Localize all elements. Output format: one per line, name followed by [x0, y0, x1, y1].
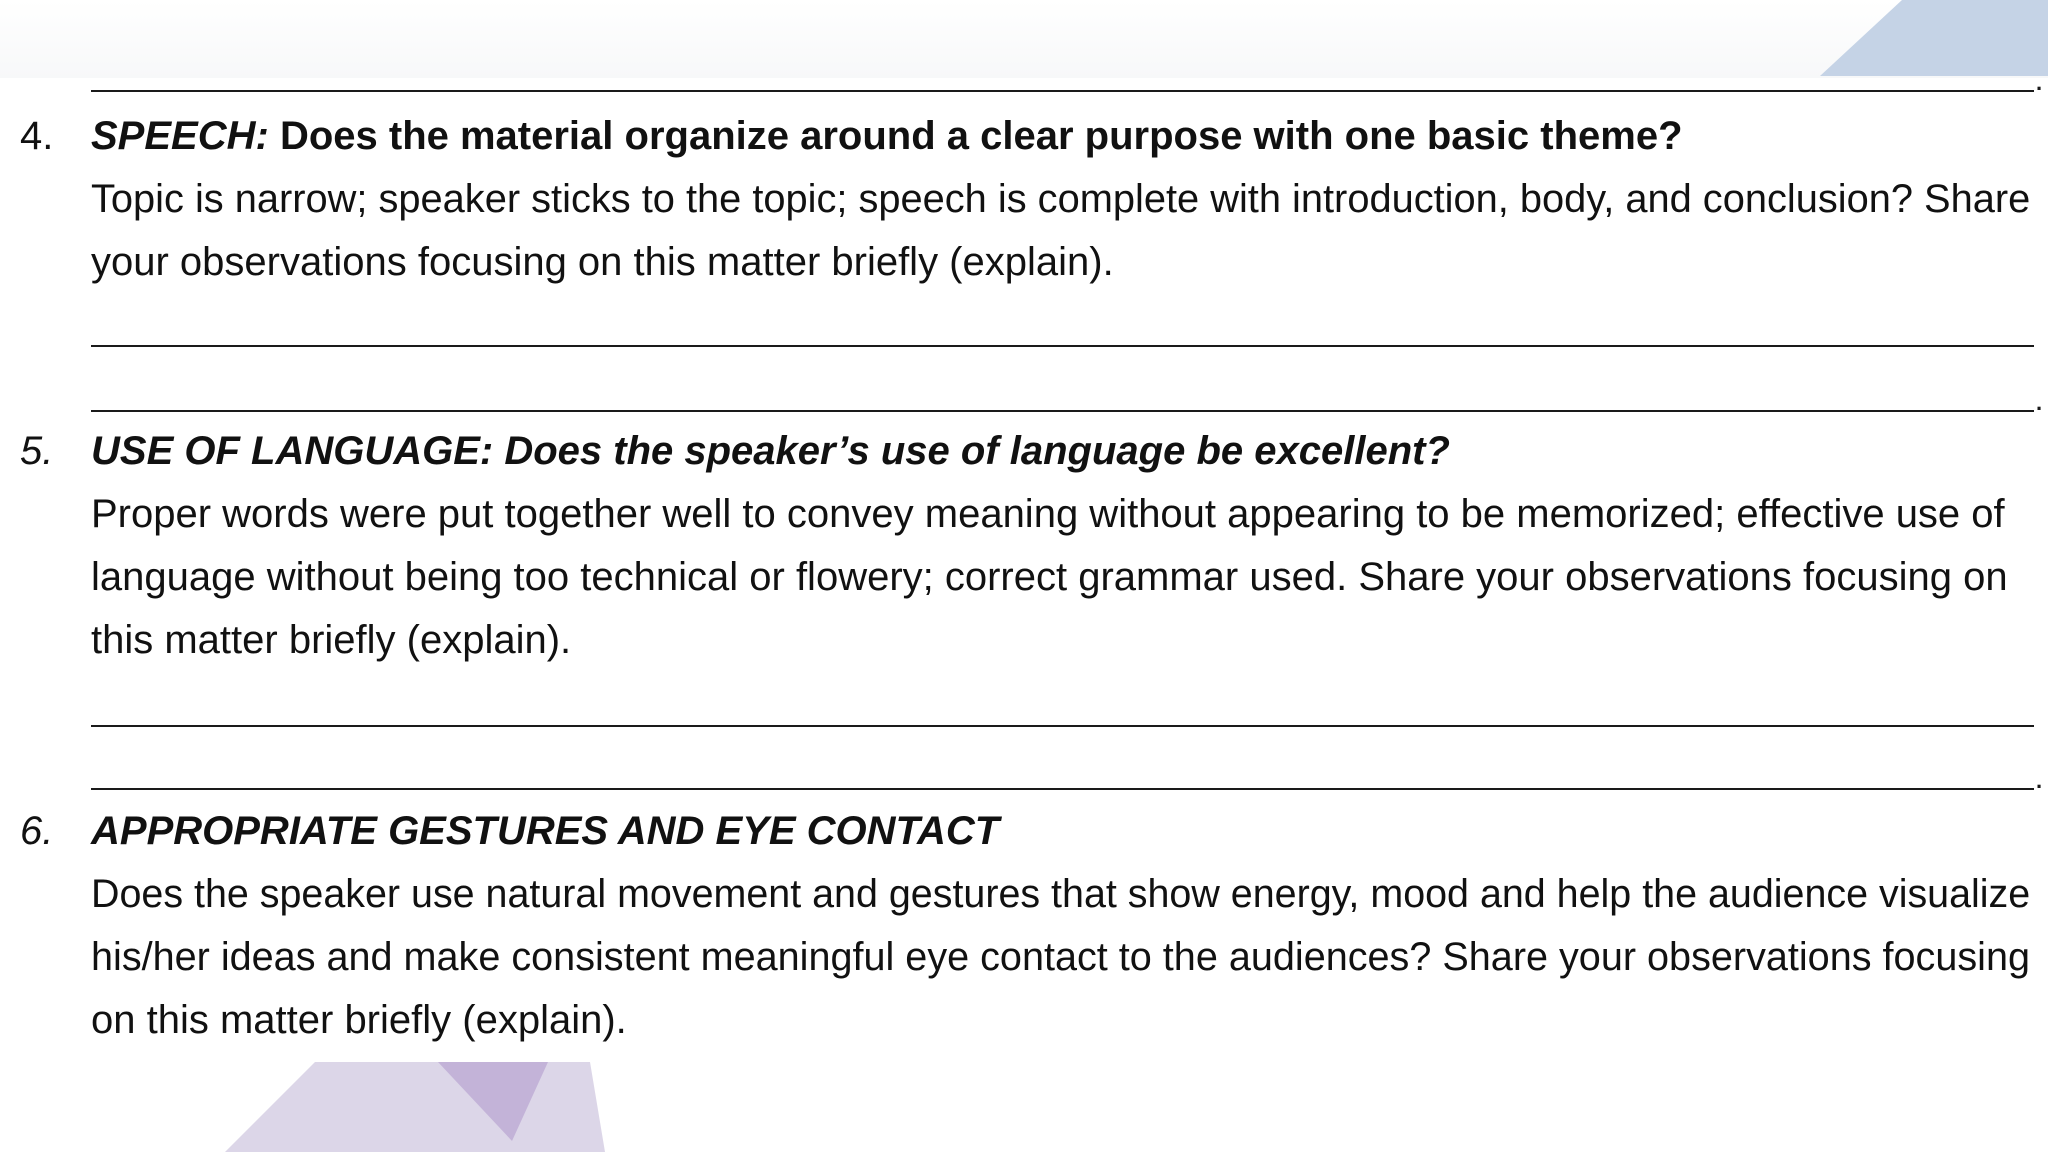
question-4-description-line-2: your observations focusing on this matter briefly (explain). [91, 240, 1114, 284]
answer-line-end-mark: . [2036, 70, 2043, 95]
bottom-purple-light-shape [225, 1062, 605, 1152]
bottom-left-decorative-shape [0, 1050, 2048, 1152]
answer-line-q5-1[interactable] [91, 725, 2034, 727]
question-6-description-line-2: his/her ideas and make consistent meaningful eye contact to the audiences? Share your observations focusing [91, 935, 2030, 979]
top-right-blue-triangle [1820, 0, 2048, 76]
question-5-description-line-3: this matter briefly (explain). [91, 618, 572, 662]
answer-line-end-mark: . [2036, 768, 2043, 793]
question-4-title-text: Does the material organize around a clear purpose with one basic theme? [268, 114, 1683, 158]
top-right-decorative-shape [0, 0, 2048, 80]
question-5-number: 5. [20, 429, 54, 473]
question-4-title-separator: : [255, 114, 269, 158]
question-4-number: 4. [20, 114, 54, 158]
question-5-description-line-2: language without being too technical or flowery; correct grammar used. Share your observations focusing on [91, 555, 2008, 599]
question-4-description-line-1: Topic is narrow; speaker sticks to the topic; speech is complete with introduction, body, and conclusion? Share [91, 177, 2031, 221]
question-6-description-line-3: on this matter briefly (explain). [91, 998, 627, 1042]
question-5-title: USE OF LANGUAGE: Does the speaker’s use of language be excellent? [91, 429, 1450, 473]
question-6-title: APPROPRIATE GESTURES AND EYE CONTACT [91, 809, 1000, 853]
answer-line-q4-1[interactable] [91, 345, 2034, 347]
answer-line-q4-2[interactable] [91, 410, 2034, 412]
question-5-description-line-1: Proper words were put together well to convey meaning without appearing to be memorized; effective use of [91, 492, 2005, 536]
question-6-description-line-1: Does the speaker use natural movement and gestures that show energy, mood and help the audience visualize [91, 872, 2031, 916]
answer-line-q5-2[interactable] [91, 788, 2034, 790]
question-4-title [91, 116, 1683, 156]
answer-line-q3-end[interactable] [91, 90, 2034, 92]
question-4-title-keyword: SPEECH [91, 114, 256, 158]
question-6-number: 6. [20, 809, 54, 853]
answer-line-end-mark: . [2036, 390, 2043, 415]
